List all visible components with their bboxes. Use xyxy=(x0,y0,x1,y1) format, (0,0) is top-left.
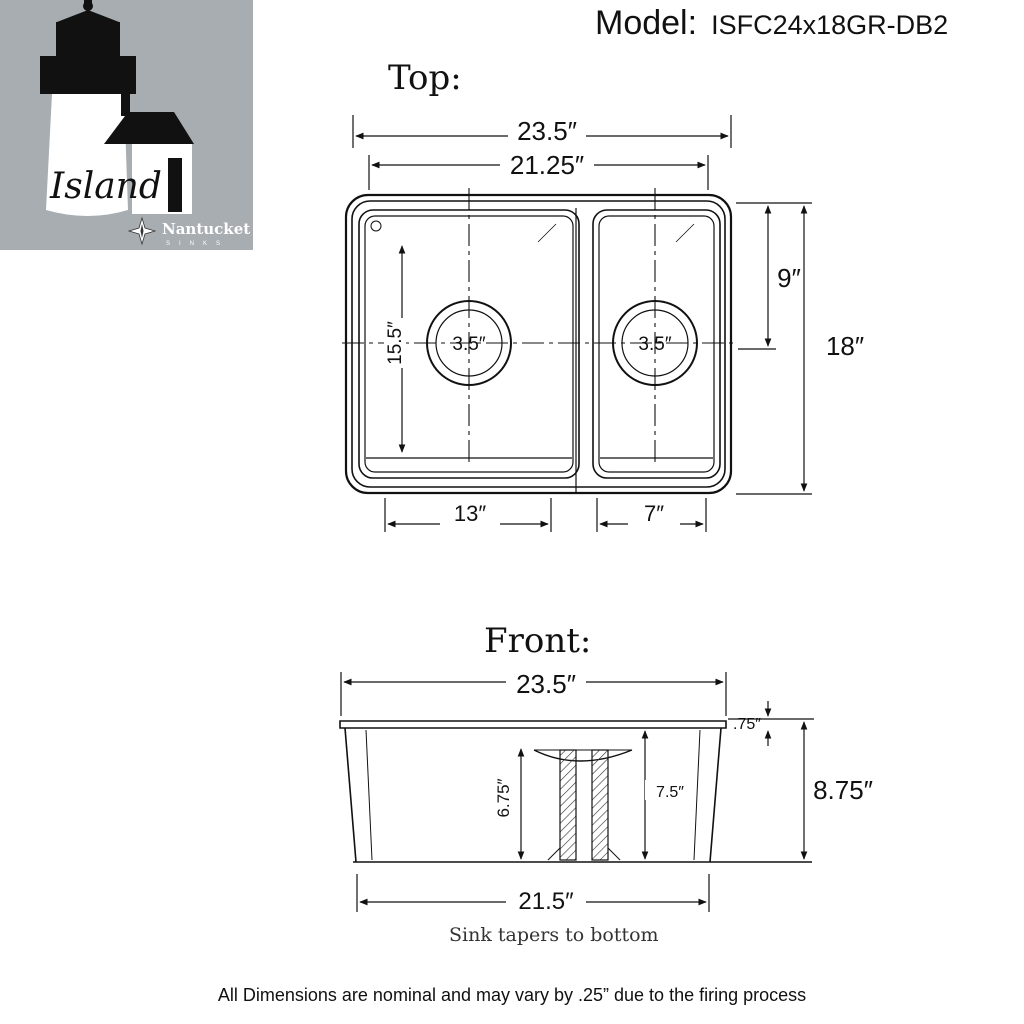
dim-front-top-width: 23.5″ xyxy=(516,669,576,699)
dim-small-bowl-offset: 9″ xyxy=(777,263,801,293)
dim-rim-thickness: .75″ xyxy=(733,716,761,733)
dim-small-bowl-width: 7″ xyxy=(643,501,665,526)
dim-overall-depth: 18″ xyxy=(825,331,865,361)
footer-disclaimer: All Dimensions are nominal and may vary by .25” due to the firing process xyxy=(217,985,807,1005)
dim-inner-depth-right: 7.5″ xyxy=(656,784,684,801)
front-dimension-lines xyxy=(341,672,814,912)
front-view-drawing xyxy=(340,721,812,862)
dim-top-overall-width: 23.5″ xyxy=(517,116,577,146)
dim-bottom-width: 21.5″ xyxy=(518,888,574,915)
dim-inner-depth-left: 6.75″ xyxy=(494,778,513,818)
logo-script-text: Island xyxy=(50,166,162,207)
dim-overall-height: 8.75″ xyxy=(813,775,873,805)
dim-large-drain: 3.5″ xyxy=(452,334,486,355)
taper-note: Sink tapers to bottom xyxy=(449,924,659,946)
dim-large-bowl-width: 13″ xyxy=(453,501,487,526)
dim-top-inner-width: 21.25″ xyxy=(509,150,585,180)
model-label: Model: xyxy=(595,4,698,42)
logo-company-text: Nantucket xyxy=(162,220,251,238)
dim-small-drain: 3.5″ xyxy=(638,334,672,355)
model-number: ISFC24x18GR-DB2 xyxy=(711,10,949,40)
logo-sub-text: SINKS xyxy=(166,241,230,247)
top-view-title: Top: xyxy=(388,58,462,98)
dim-large-bowl-depth: 15.5″ xyxy=(385,321,406,365)
front-view-title: Front: xyxy=(484,621,592,661)
